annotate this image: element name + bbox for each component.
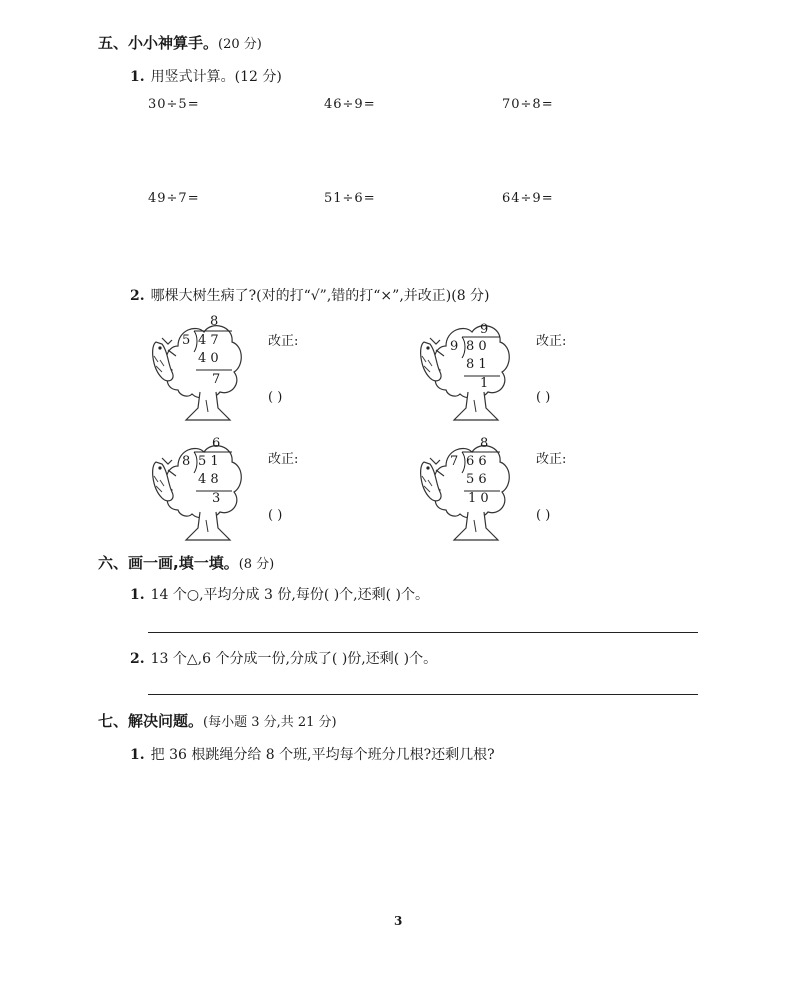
quotient: 8	[480, 436, 489, 451]
page-number: 3	[394, 914, 403, 928]
section7-note: (每小题 3 分,共 21 分)	[203, 715, 337, 730]
calc-problem: 51÷6=	[324, 191, 376, 206]
question-number: 1.	[130, 747, 145, 763]
section5-note: (20 分)	[218, 37, 262, 52]
section6-note: (8 分)	[238, 557, 275, 572]
remainder: 1	[480, 376, 489, 391]
divisor: 9	[450, 339, 459, 354]
section5-q1	[130, 66, 282, 86]
calc-problem: 30÷5=	[148, 97, 200, 112]
question-text: 14 个○,平均分成 3 份,每份( )个,还剩( )个。	[150, 587, 430, 603]
section5-heading	[98, 32, 262, 53]
section5-q2	[130, 285, 490, 305]
answer-line[interactable]	[148, 632, 698, 633]
tree-problem-2	[416, 316, 516, 424]
product: 8 1	[466, 357, 487, 372]
question-number: 1.	[130, 69, 145, 85]
calc-problem: 46÷9=	[324, 97, 376, 112]
answer-paren[interactable]: ( )	[268, 390, 283, 405]
question-text: 13 个△,6 个分成一份,分成了( )份,还剩( )个。	[150, 651, 438, 667]
question-number: 1.	[130, 587, 145, 603]
section7-q1	[130, 744, 495, 764]
section6-title: 六、画一画,填一填。	[98, 554, 239, 572]
divisor: 7	[450, 454, 459, 469]
tree-problem-1	[148, 316, 248, 424]
product: 4 0	[198, 351, 219, 366]
divisor: 8	[182, 454, 191, 469]
answer-paren[interactable]: ( )	[536, 508, 551, 523]
question-text: 哪棵大树生病了?(对的打“√”,错的打“×”,并改正)(8 分)	[150, 288, 490, 304]
product: 4 8	[198, 472, 219, 487]
question-text: 用竖式计算。(12 分)	[150, 69, 282, 85]
calc-problem: 70÷8=	[502, 97, 554, 112]
section6-q1	[130, 584, 429, 604]
quotient: 9	[480, 322, 489, 337]
section7-heading	[98, 710, 337, 731]
tree-problem-4	[416, 436, 516, 544]
correction-label: 改正:	[268, 452, 299, 467]
remainder: 3	[212, 491, 221, 506]
question-text: 把 36 根跳绳分给 8 个班,平均每个班分几根?还剩几根?	[150, 747, 495, 763]
question-number: 2.	[130, 288, 145, 304]
correction-label: 改正:	[268, 334, 299, 349]
answer-paren[interactable]: ( )	[536, 390, 551, 405]
product: 5 6	[466, 472, 487, 487]
question-number: 2.	[130, 651, 145, 667]
remainder: 1 0	[468, 491, 489, 506]
section7-title: 七、解决问题。	[98, 712, 204, 730]
dividend: 6 6	[466, 454, 487, 469]
section5-title: 五、小小神算手。	[98, 34, 219, 52]
divisor: 5	[182, 333, 191, 348]
dividend: 4 7	[198, 333, 219, 348]
answer-line[interactable]	[148, 694, 698, 695]
calc-problem: 64÷9=	[502, 191, 554, 206]
section6-heading	[98, 552, 274, 573]
quotient: 8	[210, 314, 219, 329]
remainder: 7	[212, 372, 221, 387]
calc-problem: 49÷7=	[148, 191, 200, 206]
dividend: 5 1	[198, 454, 219, 469]
section6-q2	[130, 648, 437, 668]
dividend: 8 0	[466, 339, 487, 354]
correction-label: 改正:	[536, 334, 567, 349]
answer-paren[interactable]: ( )	[268, 508, 283, 523]
tree-problem-3	[148, 436, 248, 544]
quotient: 6	[212, 436, 221, 451]
correction-label: 改正:	[536, 452, 567, 467]
